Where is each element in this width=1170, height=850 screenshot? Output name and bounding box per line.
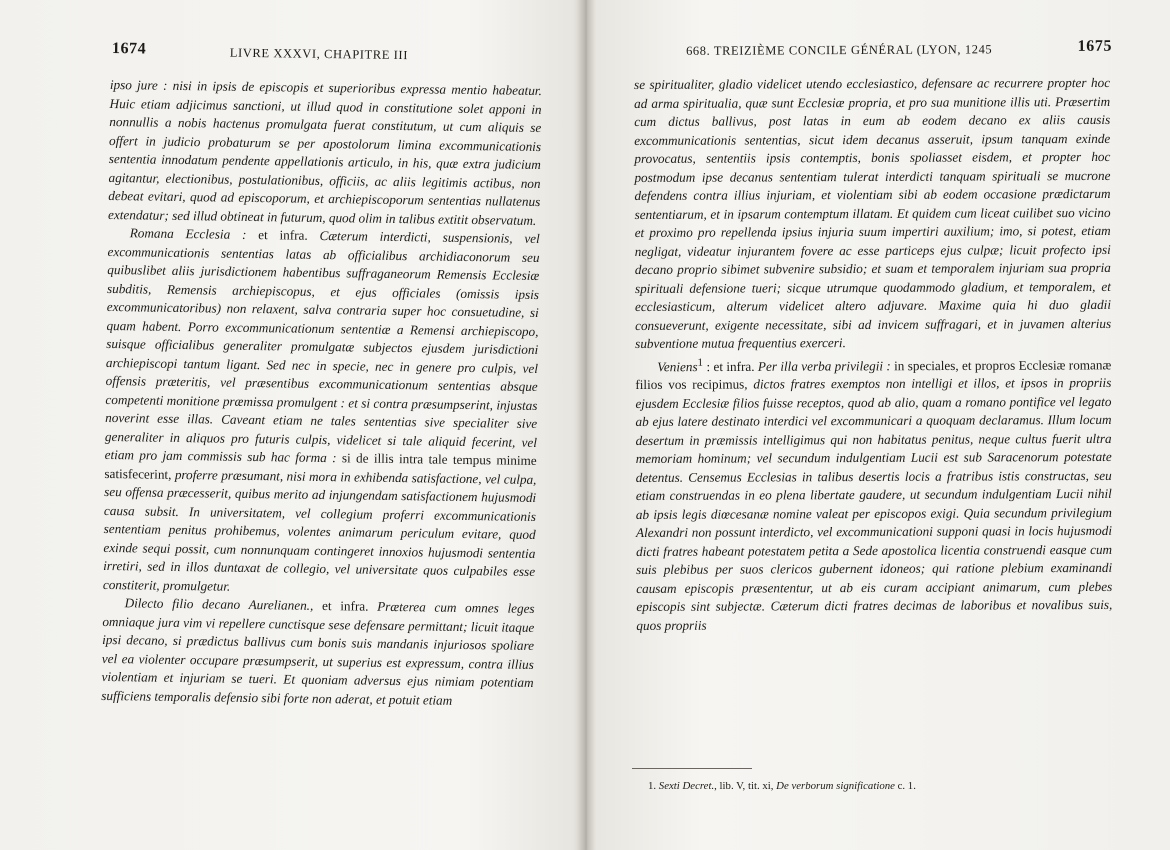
text-run: et infra. — [321, 598, 378, 614]
text-run: Per illa verba privilegii : — [757, 357, 895, 374]
paragraph — [634, 74, 1111, 354]
text-run: dictos fratres exemptos non intelligi et illos, et ipsos in propriis ejusdem Ecclesiæ filios fuisse receptos, quod ab alio, quam a romano pontifice vel legato ab ejus latere destinato interdici vel excommunicari a quoquam declaramus. Illum locum desertum in præmissis intelligimus qui non habitatus penitus, neque cultus fuerit ultra memoriam hominum; vel secundum indulgentiam Lucii est sub Saracenorum potestate detentus. Censemus Ecclesias in talibus desertis locis a fratribus istis constructas, seu etiam construendas in eo plena libertate gaudere, ut secundum indulgentiam Lucii nihil ab ipsis legis diœcesanæ nomine valeat per episcopos exigi. Quia secundum privilegium Alexandri non possunt interdicto, vel excommunicationi supponi quasi in locis hujusmodi dicti fratres habeant potestatem petita a Sede apostolica licentia construendi easque cum suis plebibus per suos clericos gubernent idoneos; qui ratione plebium examinandi causam episcopis præsententur, ut ab eis curam accipiant animarum, cum plebes episcopis sint subjectæ. Cæterum dicti fratres decimas de laboribus et novalibus suis, quos propriis — [635, 375, 1113, 633]
text-run: , lib. V, tit. — [714, 780, 763, 792]
text-run: si de illis intra tale tempus minime satisfecerint, — [104, 450, 537, 482]
text-run: ipso jure : nisi in ipsis de episcopis et superioribus expressa mentio habeatur. Huic etiam adjicimus sanctioni, ut illud quod in constitutione solet apponi in nonnullis a nobis hactenus promulgata fuerat constitutum, ut cum aliquis se offert in judicio probaturum se per apostolorum limina excommunicationis sententia innodatum pendente appellationis articulo, in his, quæ extra judicium agitantur, electionibus, postulationibus, officiis, ac aliis legitimis actibus, non debeat evitari, quod ad episcoporum, et archiepiscoporum sententias nullatenus extendatur; sed illud obtineat in futurum, quod olim in talibus extitit observatum. — [107, 76, 542, 228]
text-run: Sexti Decret. — [658, 780, 715, 792]
running-head-title: LIVRE XXXVI, CHAPITRE III — [229, 45, 409, 63]
text-run: : et infra. — [703, 358, 758, 374]
paragraph — [108, 76, 542, 230]
right-body-text — [634, 74, 1112, 635]
footnote — [648, 780, 1118, 792]
text-run: proferre præsumant, nisi mora in exhibenda satisfactione, vel culpa, seu offensa præcesserit, quibus merito ad injungendam satisfactionem hujusmodi causa subsit. In universitatem, vel collegium proferri excommunicationis sententiam penitus prohibemus, volentes animarum periculum evitare, quod exinde sequi possit, cum nonnunquam contingeret innoxios hujusmodi sententia irretiri, sed in illos duntaxat de collegio, vel universitate quos culpabiles esse constiterit, promulgetur. — [102, 466, 537, 594]
text-run: 1. — [648, 780, 659, 792]
text-run: xi — [762, 780, 771, 792]
right-page — [592, 0, 1170, 850]
text-run: Romana Ecclesia : — [129, 225, 259, 243]
text-run: Præterea cum omnes leges omniaque jura vim vi repellere cunctisque sese defensare permittant; licuit itaque ipsi decano, si prædictus ballivus cum bonis suis mandanis injuriosos spoliare vel ea violenter occupare præsumpserit, ut superius est expressum, contra illius violentiam et injuriam se tueri. Et quoniam adversus ejus nimiam potentiam sufficiens temporalis defensio sibi forte non aderat, et potuit etiam — [101, 598, 535, 708]
right-running-head — [670, 37, 1113, 66]
paragraph — [101, 594, 535, 711]
footnote-marker: 1 — [697, 356, 704, 369]
text-run: Cæterum interdicti, suspensionis, vel excommunicationis sententias latas ab officialibus archidiaconorum seu quibuslibet aliis jurisdictionem habentibus suffraganeorum Remensis Ecclesiæ subditis, Remensis archiepiscopus, et ejus officiales (omissis ipsis excommunicatoribus) non relaxent, salva contraria super hoc consuetudine, si quam habent. Porro excommunicationum sententiæ a Remensi archiepiscopo, suisque officialibus generaliter promulgatæ subjectos ejusdem jurisdictioni archiepiscopi tantum ligant. Sed nec in specie, nec in genere pro culpis, vel offensis præteritis, vel præsentibus excommunicationum sententias absque competenti monitione præmissa promulgent : et si contra præsumpserint, injustas noverint esse illas. Caveant etiam ne tales sententias sive specialiter sive generaliter in aliquos pro futuris culpis, videlicet si tale aliquid fecerint, vel etiam pro jam commissis sub hac forma : — [104, 227, 540, 466]
paragraph — [635, 351, 1112, 635]
text-run: et infra. — [258, 227, 320, 243]
paragraph — [103, 224, 540, 600]
left-running-head — [112, 42, 542, 72]
text-run: c. 1. — [894, 780, 916, 792]
text-run: se spiritualiter, gladio videlicet utendo ecclesiastico, defensare ac recurrere propter hoc ad arma spiritualia, quæ sunt Ecclesiæ propria, et pro sua munitione illis uti. Præsertim cum dictus ballivus, post latas in eum ab eodem decano ex aliis causis excommunicationis sententias, sicut idem decanus asseruit, ipsum tanquam exinde provocatus, sententiis ipsis contemptis, bonis spoliasset eisdem, et propter hoc postmodum ipse decanus sententiam tulerat interdicti tanquam spirituali se mucrone defendens contra illius injuriam, et violentiam sibi ab eodem occasione prædictarum sententiarum, et in ipsarum contemptum illatam. Et quidem cum liceat cuilibet suo vicino et proximo pro repellenda ipsius injuria suum impertiri auxilium; imo, si potest, etiam negligat, videatur injurantem fovere ac esse particeps ejus culpæ; licuit profecto ipsi decano proprio sibimet subvenire subsidio; et suam et temporalem injuriam sua propria spirituali defensione tueri; sicque utrumque quodammodo gladium, et temporalem, et ecclesiasticum, alterum videlicet altero adjuvare. Maxime quia hi duo gladii consueverunt, exigente necessitate, sibi ad invicem suffragari, et in juvamen alterius subventione mutua frequentius exerceri. — [634, 74, 1112, 351]
left-body-text — [101, 76, 542, 711]
page-number: 1674 — [111, 40, 147, 58]
running-head-title: 668. TREIZIÈME CONCILE GÉNÉRAL (LYON, 1245 — [686, 42, 993, 58]
page-number: 1675 — [1077, 37, 1113, 55]
left-page — [0, 0, 580, 850]
text-run: De verborum significatione — [776, 780, 895, 792]
footnote-rule — [632, 768, 752, 769]
text-run: Dilecto filio decano Aurelianen., — [124, 595, 323, 614]
text-run: in speciales, et propros Ecclesiæ romanæ filios vos recipimus, — [635, 356, 1112, 393]
text-run: , — [770, 780, 777, 792]
text-run: Veniens — [657, 358, 698, 374]
